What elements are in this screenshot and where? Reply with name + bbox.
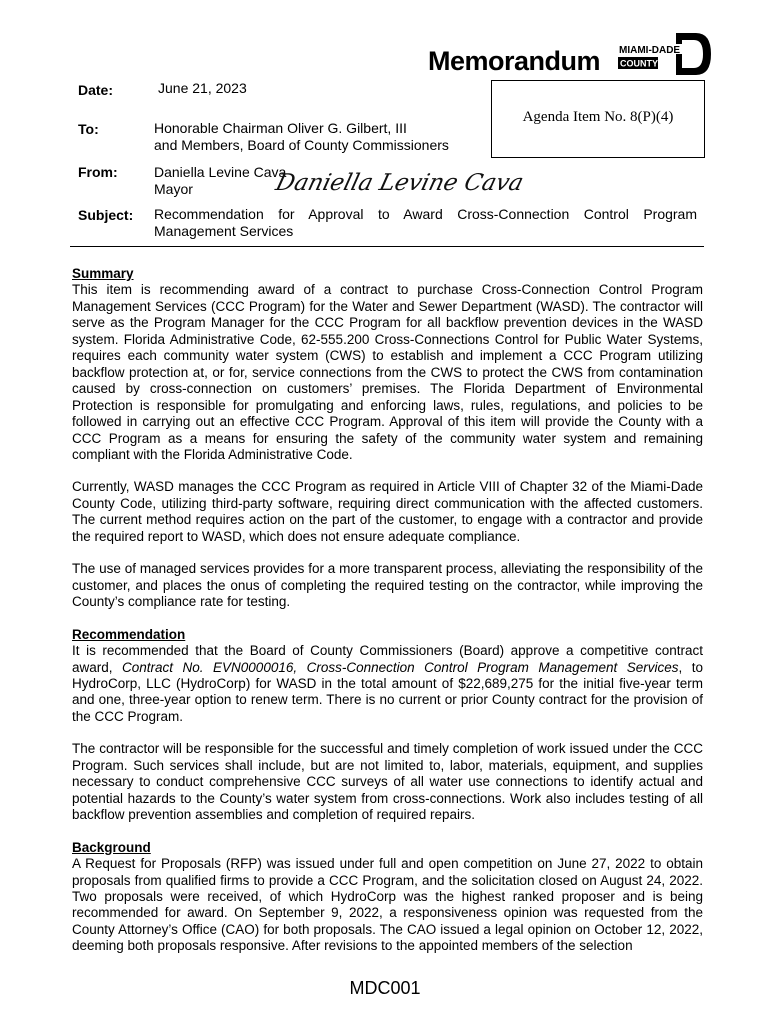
background-heading: Background (72, 839, 151, 855)
summary-paragraph-2: Currently, WASD manages the CCC Program as required in Article VIII of Chapter 32 of the Miami-Dade County Code, utilizing third-party software, requiring direct communication with the affected customers. The current method requires action on the part of the customer, to engage with a contractor and provide the required report to WASD, which does not ensure adequate compliance. (72, 479, 703, 544)
signature-text: Daniella Levine Cava (273, 168, 527, 196)
logo-text-2: COUNTY (620, 58, 658, 69)
subject-value: Recommendation for Approval to Award Cross-Connection Control Program Management Services (154, 206, 697, 239)
summary-heading: Summary (72, 266, 134, 281)
from-label: From: (78, 164, 118, 180)
summary-paragraph-1: This item is recommending award of a contract to purchase Cross-Connection Control Program Management Services (CCC Program) for the Water and Sewer Department (WASD). The contractor will serve as the Program Manager for the CCC Program for all backflow prevention devices in the WASD system. Florida Administrative Code, 62-555.200 Cross-Connections Control for Public Water Systems, requires each community water system (CWS) to establish and implement a CCC Program utilizing backflow protection at, or for, service connections from the CWS to protect the CWS from contamination caused by cross-connection on customers’ premises. The Florida Department of Environmental Protection is responsible for promulgating and enforcing laws, rules, regulations, and policies to be followed in carrying out an effective CCC Program. Approval of this item will provide the County with a CCC Program as a means for ensuring the safety of the community water system and remaining compliant with the Florida Administrative Code. (72, 282, 703, 462)
summary-paragraph-3: The use of managed services provides for a more transparent process, alleviating the responsibility of the customer, and places the onus of completing the required testing on the contractor, while improving the County’s compliance rate for testing. (72, 561, 703, 610)
date-label: Date: (78, 82, 114, 98)
recommendation-text-a: It is recommended that the Board of County Commissioners (Board) approve a competitive contract award, (72, 643, 703, 675)
logo-text-1: MIAMI-DADE (619, 45, 681, 56)
recommendation-heading: Recommendation (72, 626, 186, 642)
to-value (154, 120, 449, 153)
memo-body (72, 266, 703, 955)
recommendation-paragraph-1 (72, 643, 703, 725)
agenda-item-box (491, 80, 705, 158)
to-label: To: (78, 121, 99, 137)
signature (273, 160, 527, 202)
from-value (154, 164, 286, 197)
to-value-line2: and Members, Board of County Commissioners (154, 136, 449, 153)
miami-dade-county-logo (616, 32, 712, 76)
from-value-line1: Daniella Levine Cava (154, 164, 287, 180)
from-value-line2: Mayor (154, 180, 193, 197)
to-value-line1: Honorable Chairman Oliver G. Gilbert, III (154, 120, 407, 136)
recommendation-text-b: , to HydroCorp, LLC (HydroCorp) for WASD in the total amount of $22,689,275 for the initial five-year term and one, three-year option to renew term. There is no current or prior County contract for the provision of the CCC Program. (72, 659, 703, 724)
recommendation-paragraph-2: The contractor will be responsible for the successful and timely completion of work issued under the CCC Program. Such services shall include, but are not limited to, labor, materials, equipment, and supplies necessary to conduct comprehensive CCC surveys of all water use connections to identify actual and potential hazards to the County’s water system from cross-connections. Work also includes testing of all backflow prevention assemblies and completion of required repairs. (72, 741, 703, 823)
agenda-item-text: Agenda Item No. 8(P)(4) (522, 109, 674, 125)
date-value: June 21, 2023 (158, 80, 247, 96)
page-footer-code: MDC001 (349, 978, 421, 998)
header-divider (70, 246, 704, 247)
contract-reference: Contract No. EVN0000016, Cross-Connection Control Program Management Services (122, 659, 679, 675)
background-paragraph-1: A Request for Proposals (RFP) was issued under full and open competition on June 27, 2022 to obtain proposals from qualified firms to provide a CCC Program, and the solicitation closed on August 24, 2022. Two proposals were received, of which HydroCorp was the highest ranked proposer and is being recommended for award. On September 9, 2022, a responsiveness opinion was requested from the County Attorney’s Office (CAO) for both proposals. The CAO issued a legal opinion on October 12, 2022, deeming both proposals responsive. After revisions to the appointed members of the selection (72, 856, 703, 954)
memorandum-title: Memorandum (428, 46, 601, 76)
subject-label: Subject: (78, 207, 134, 223)
